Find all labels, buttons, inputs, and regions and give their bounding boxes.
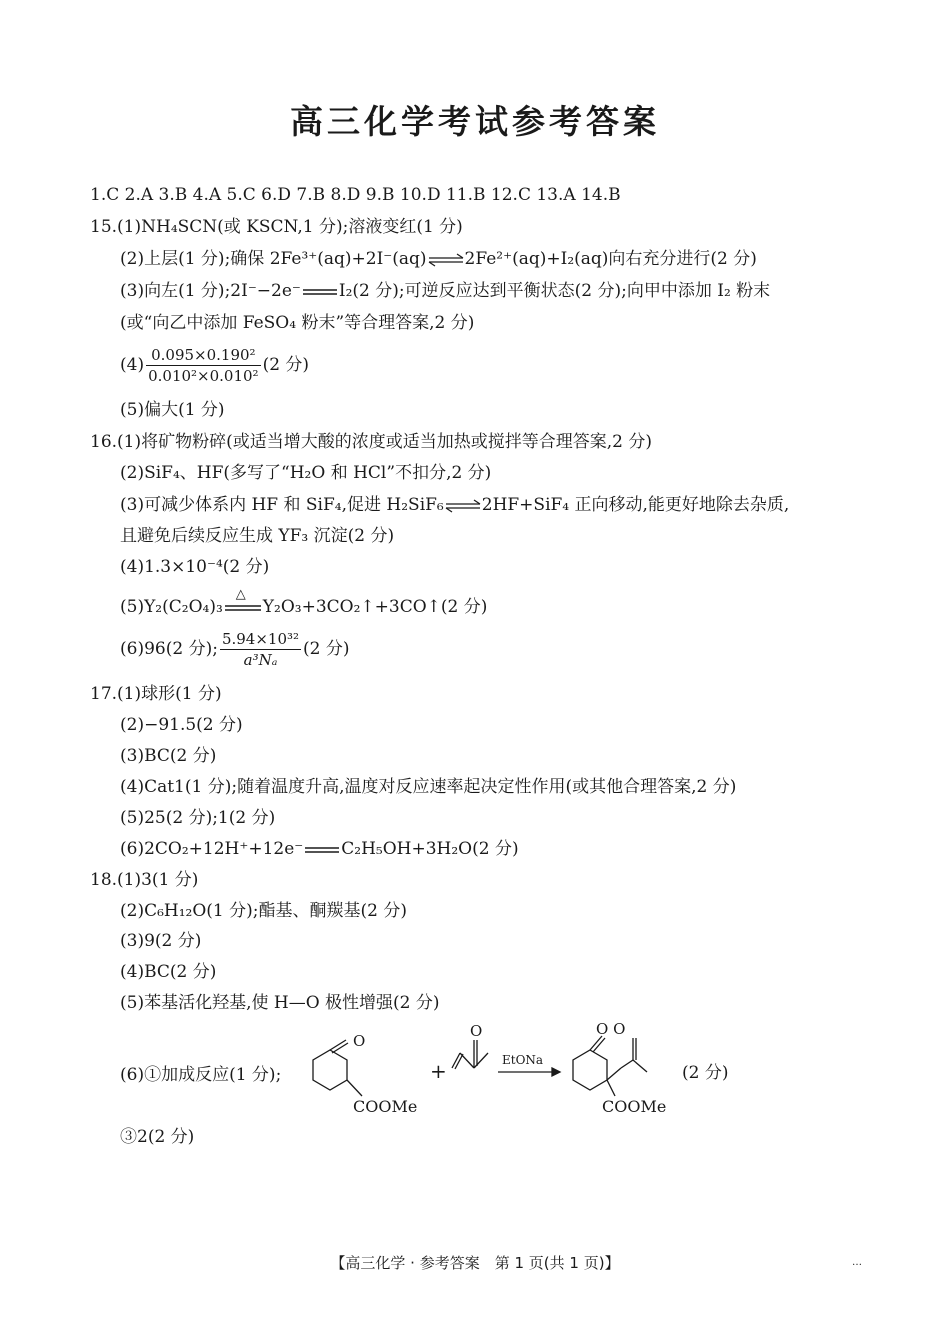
q16-part6-score: (2 分) — [303, 639, 350, 659]
equals-arrow-icon — [301, 285, 339, 299]
q15-part2-right: 2Fe²⁺(aq)+I₂(aq)向右充分进行(2 分) — [464, 249, 757, 269]
q17-part6 — [120, 838, 519, 860]
page-footer: 【高三化学 · 参考答案 第 1 页(共 1 页)】 — [330, 1254, 620, 1272]
equals-arrow-icon — [223, 601, 263, 615]
q18-part6: (6)①加成反应(1 分); — [120, 1065, 282, 1085]
q17-part6-right: C₂H₅OH+3H₂O(2 分) — [341, 839, 519, 859]
scheme-score: (2 分) — [682, 1063, 729, 1083]
reversible-arrow-icon — [427, 253, 465, 267]
q16-part1: 16.(1)将矿物粉碎(或适当增大酸的浓度或适当加热或搅拌等合理答案,2 分) — [90, 432, 653, 452]
reaction-arrow-icon — [498, 1068, 560, 1076]
q16-part6 — [120, 630, 350, 669]
q15-part4-score: (2 分) — [262, 355, 310, 375]
q18-part2: (2)C₆H₁₂O(1 分);酯基、酮羰基(2 分) — [120, 901, 407, 921]
page-title: 高三化学考试参考答案 — [290, 102, 660, 141]
q16-part3-right: 2HF+SiF₄ 正向移动,能更好地除去杂质, — [481, 495, 790, 515]
corner-mark: … — [852, 1257, 862, 1268]
multiple-choice-answers: 1.C 2.A 3.B 4.A 5.C 6.D 7.B 8.D 9.B 10.D 11.B 12.C 13.A 14.B — [90, 185, 621, 205]
q15-part1: 15.(1)NH₄SCN(或 KSCN,1 分);溶液变红(1 分) — [90, 217, 463, 237]
q15-part4-label: (4) — [120, 355, 145, 375]
q17-part5: (5)25(2 分);1(2 分) — [120, 808, 276, 828]
reactant-1-ester: COOMe — [353, 1097, 418, 1116]
q16-part5 — [120, 586, 488, 618]
mvk-structure — [452, 1040, 488, 1069]
q15-part5: (5)偏大(1 分) — [120, 400, 225, 420]
plus-sign: + — [430, 1059, 447, 1083]
product-ester: COOMe — [602, 1097, 667, 1116]
heating-condition — [223, 586, 263, 615]
q15-part4 — [120, 346, 309, 385]
q18-part3: (3)9(2 分) — [120, 931, 202, 951]
q16-part3-cont: 且避免后续反应生成 YF₃ 沉淀(2 分) — [120, 526, 395, 546]
q18-part1: 18.(1)3(1 分) — [90, 870, 199, 890]
q17-part1: 17.(1)球形(1 分) — [90, 684, 222, 704]
q15-part3-right: I₂(2 分);可逆反应达到平衡状态(2 分);向甲中添加 I₂ 粉末 — [338, 281, 771, 301]
q15-part2-left: (2)上层(1 分);确保 2Fe³⁺(aq)+2I⁻(aq) — [120, 249, 427, 269]
q17-part6-left: (6)2CO₂+12H⁺+12e⁻ — [120, 839, 304, 859]
q18-part6-3: ③2(2 分) — [120, 1127, 195, 1147]
q15-part3-cont: (或“向乙中添加 FeSO₄ 粉末”等合理答案,2 分) — [120, 313, 475, 333]
q16-part2: (2)SiF₄、HF(多写了“H₂O 和 HCl”不扣分,2 分) — [120, 463, 492, 483]
q17-part4: (4)Cat1(1 分);随着温度升高,温度对反应速率起决定性作用(或其他合理答案,2 分) — [120, 777, 737, 797]
q18-part5: (5)苯基活化羟基,使 H—O 极性增强(2 分) — [120, 993, 440, 1013]
fraction-denominator: a³Nₐ — [243, 651, 278, 669]
equilibrium-fraction — [146, 346, 260, 385]
reactant-1-oxygen: O — [353, 1032, 366, 1050]
product-structure — [573, 1036, 647, 1096]
equals-arrow-icon — [303, 843, 341, 857]
q16-part5-left: (5)Y₂(C₂O₄)₃ — [120, 597, 223, 617]
reversible-arrow-icon — [444, 499, 482, 513]
reagent-label: EtONa — [502, 1053, 544, 1067]
fraction-numerator: 5.94×10³² — [221, 630, 300, 648]
michael-addition-scheme — [290, 1020, 760, 1120]
q15-part3 — [120, 280, 770, 302]
product-oxygens: O O — [596, 1020, 626, 1038]
mvk-oxygen: O — [470, 1022, 483, 1040]
q18-part4: (4)BC(2 分) — [120, 962, 217, 982]
density-fraction — [220, 630, 301, 669]
q15-part3-left: (3)向左(1 分);2I⁻−2e⁻ — [120, 281, 301, 301]
q15-part2 — [120, 248, 757, 270]
q17-part2: (2)−91.5(2 分) — [120, 715, 243, 735]
q16-part5-right: Y₂O₃+3CO₂↑+3CO↑(2 分) — [262, 597, 488, 617]
fraction-numerator: 0.095×0.190² — [146, 346, 260, 366]
q16-part3 — [120, 494, 789, 516]
heat-symbol: △ — [235, 586, 246, 602]
q16-part6-label: (6)96(2 分); — [120, 639, 218, 659]
q16-part4: (4)1.3×10⁻⁴(2 分) — [120, 557, 270, 577]
q17-part3: (3)BC(2 分) — [120, 746, 217, 766]
q16-part3-left: (3)可减少体系内 HF 和 SiF₄,促进 H₂SiF₆ — [120, 495, 444, 515]
fraction-denominator: 0.010²×0.010² — [148, 367, 259, 385]
